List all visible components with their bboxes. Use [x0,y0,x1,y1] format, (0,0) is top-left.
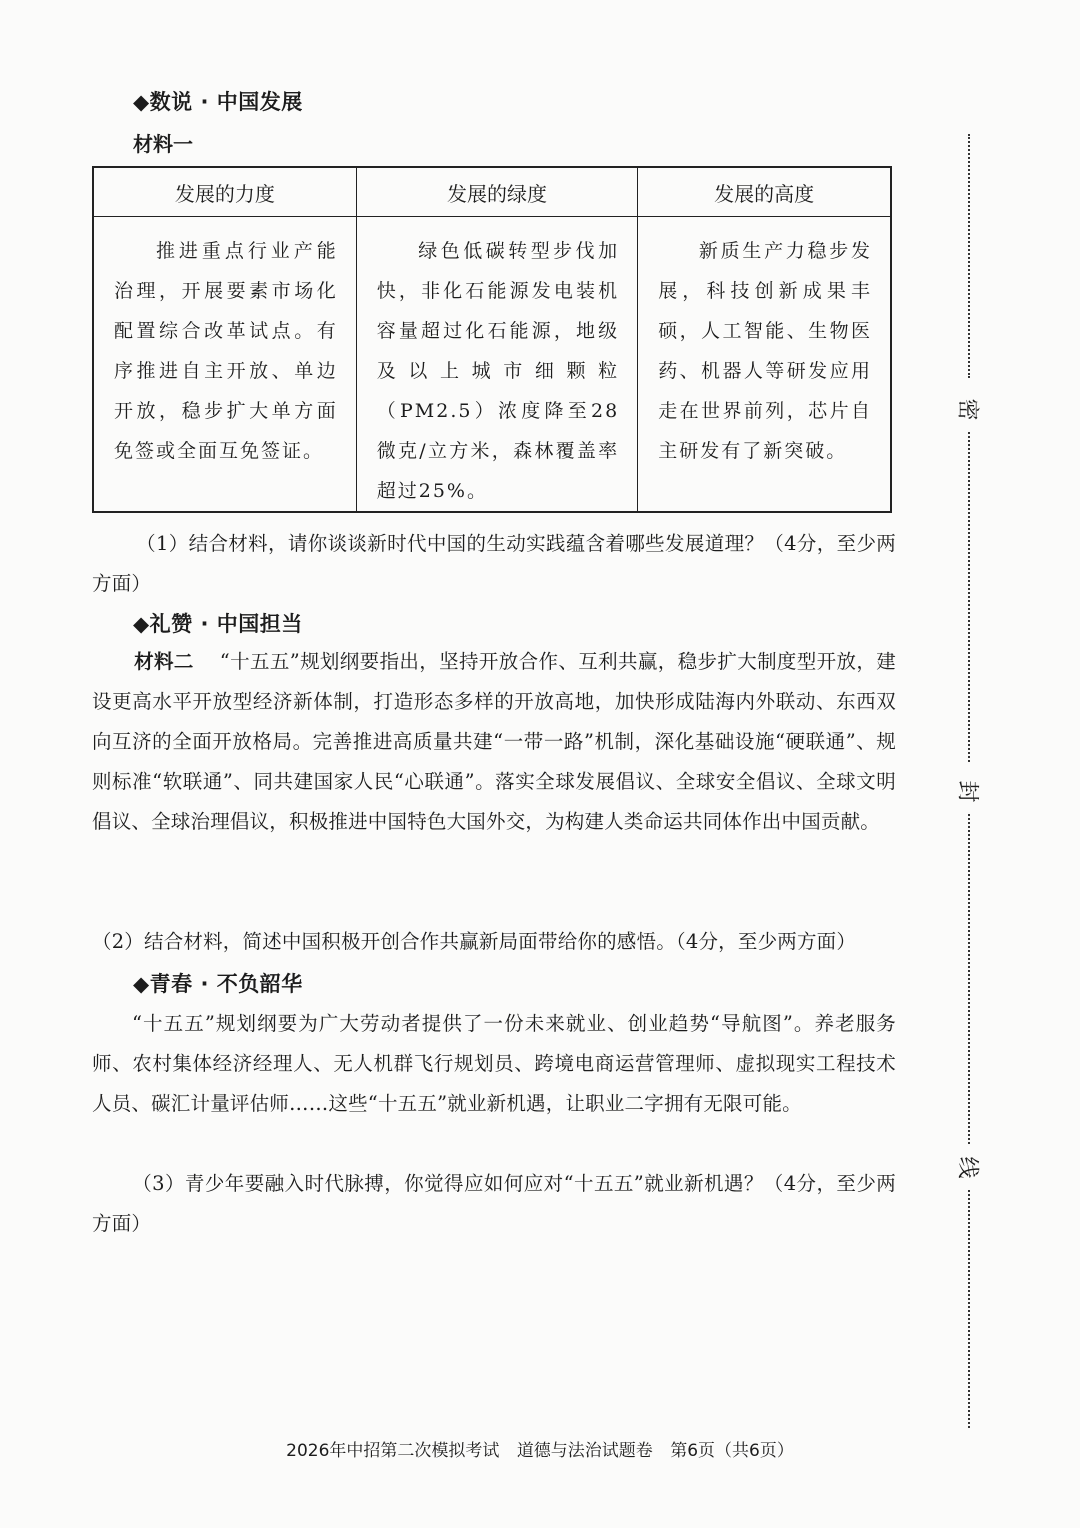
table-cell-height [638,217,891,513]
binding-line-lower [968,814,970,1144]
material1-label: 材料一 [133,132,193,156]
footer-exam: 2026年中招第二次模拟考试 [286,1441,500,1461]
question-2-text: （2）结合材料，简述中国积极开创合作共赢新局面带给你的感悟。（4分，至少两方面） [92,930,857,953]
table-cell-strength [93,217,356,513]
binding-char-feng: 封 [954,780,980,803]
material1-table [92,166,892,513]
table-header-cell: 发展的高度 [638,167,891,217]
section2-heading: ◆礼赞 · 中国担当 [133,612,303,636]
page-footer [0,1436,1080,1461]
binding-char-mi: 密 [954,398,980,421]
material3-paragraph [92,1004,896,1124]
binding-line-bottom [968,1190,970,1428]
section3-heading: ◆青春 · 不负韶华 [133,972,303,996]
question-1-text: （1）结合材料，请你谈谈新时代中国的生动实践蕴含着哪些发展道理？（4分，至少两方面） [92,532,896,595]
binding-line-top [968,134,970,378]
material2-paragraph [92,642,896,842]
question-3-text: （3）青少年要融入时代脉搏，你觉得应如何应对“十五五”就业新机遇？（4分，至少两方面） [92,1172,896,1235]
cell-text: 绿色低碳转型步伐加快，非化石能源发电装机容量超过化石能源，地级及以上城市细颗粒（PM2.5）浓度降至28微克/立方米，森林覆盖率超过25%。 [376,240,620,502]
binding-char-xian: 线 [954,1156,980,1179]
table-header-row [93,167,891,217]
cell-text: 推进重点行业产能治理，开展要素市场化配置综合改革试点。有序推进自主开放、单边开放，稳步扩大单方面免签或全面互免签证。 [114,240,338,462]
question-1 [92,524,896,604]
table-header-cell: 发展的力度 [93,167,356,217]
table-cell-green [356,217,637,513]
table-row [93,217,891,513]
material2-label: 材料二 [134,650,194,673]
section1-heading: ◆数说 · 中国发展 [133,90,303,114]
table-header-cell: 发展的绿度 [356,167,637,217]
material2-text: “十五五”规划纲要指出，坚持开放合作、互利共赢，稳步扩大制度型开放，建设更高水平开放型经济新体制，打造形态多样的开放高地，加快形成陆海内外联动、东西双向互济的全面开放格局。完善推进高质量共建“一带一路”机制，深化基础设施“硬联通”、规则标准“软联通”、同共建国家人民“心联通”。落实全球发展倡议、全球安全倡议、全球文明倡议、全球治理倡议，积极推进中国特色大国外交，为构建人类命运共同体作出中国贡献。 [92,650,896,833]
footer-subject: 道德与法治试题卷 [516,1441,653,1461]
footer-page-number: 第6页（共6页） [670,1441,794,1461]
question-2 [92,882,896,962]
cell-text: 新质生产力稳步发展，科技创新成果丰硕，人工智能、生物医药、机器人等研发应用走在世界前列，芯片自主研发有了新突破。 [658,240,872,462]
question-3 [92,1164,896,1244]
material3-text: “十五五”规划纲要为广大劳动者提供了一份未来就业、创业趋势“导航图”。养老服务师、农村集体经济经理人、无人机群飞行规划员、跨境电商运营管理师、虚拟现实工程技术人员、碳汇计量评估师……这些“十五五”就业新机遇，让职业二字拥有无限可能。 [92,1012,896,1115]
binding-line-upper [968,432,970,762]
